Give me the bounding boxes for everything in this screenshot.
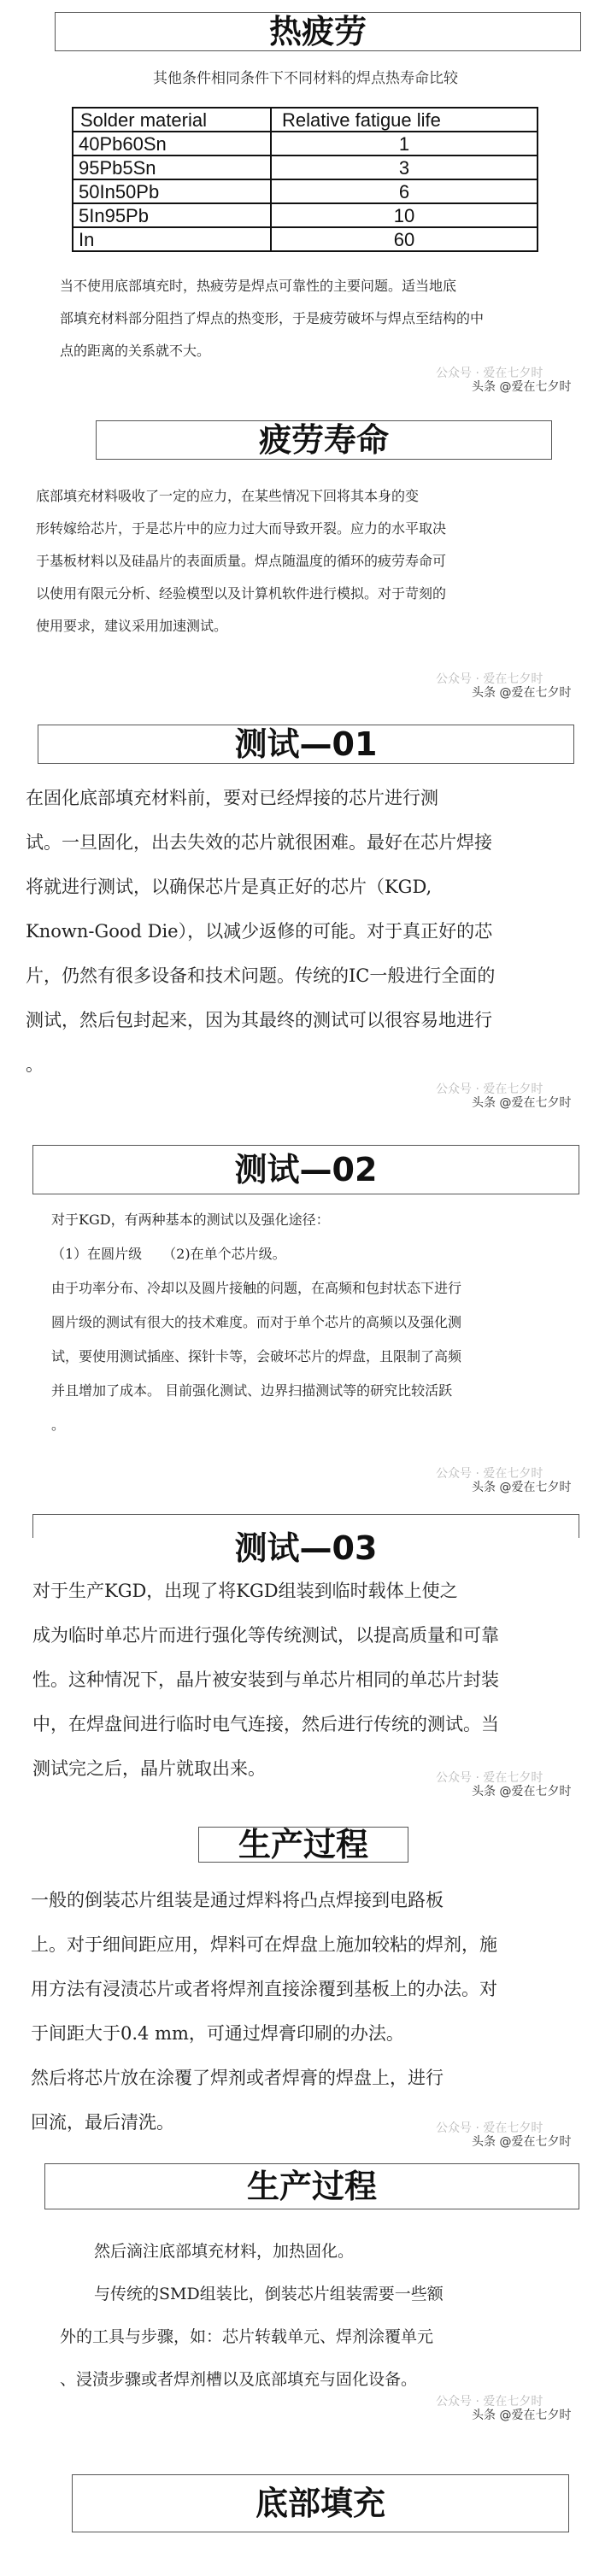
paragraph: [51, 1203, 598, 1442]
watermark-gzh: 公众号 · 爱在七夕时: [436, 2395, 543, 2409]
text-line: 性。这种情况下，晶片被安装到与单芯片相同的单芯片封装: [32, 1669, 499, 1690]
watermark-toutiao: 头条 @爱在七夕时: [472, 686, 572, 700]
table-row: [73, 155, 538, 179]
text-line: 用方法有浸渍芯片或者将焊剂直接涂覆到基板上的办法。对: [31, 1979, 497, 1999]
text-line: 。: [51, 1417, 66, 1433]
table-row: [73, 179, 538, 203]
table-cell: 50In50Pb: [73, 179, 271, 203]
text-line: 。: [26, 1054, 44, 1075]
table-header-cell: Solder material: [73, 108, 271, 132]
text-line: 在固化底部填充材料前，要对已经焊接的芯片进行测: [26, 788, 438, 808]
table-cell: 3: [271, 155, 538, 179]
section-title: 疲劳寿命: [96, 420, 552, 460]
text-line: 、浸渍步骤或者焊剂槽以及底部填充与固化设备。: [60, 2370, 418, 2389]
paragraph: [32, 1569, 588, 1791]
watermark-toutiao: 头条 @爱在七夕时: [472, 1785, 572, 1799]
text-line: （1）在圆片级 （2)在单个芯片级。: [51, 1246, 286, 1262]
table-cell: 5In95Pb: [73, 203, 271, 227]
section-title: 测试—02: [32, 1145, 579, 1194]
text-line: 圆片级的测试有很大的技术难度。而对于单个芯片的高频以及强化测: [51, 1314, 462, 1330]
text-line: 当不使用底部填充时，热疲劳是焊点可靠性的主要问题。适当地底: [60, 278, 457, 294]
table-cell: 40Pb60Sn: [73, 132, 271, 155]
table-cell: 60: [271, 227, 538, 251]
paragraph: [36, 480, 591, 643]
text-line: 并且增加了成本。 目前强化测试、边界扫描测试等的研究比较活跃: [51, 1382, 453, 1399]
text-line: 将就进行测试，以确保芯片是真正好的芯片（KGD,: [26, 877, 432, 897]
text-line: 部填充材料部分阻挡了焊点的热变形，于是疲劳破坏与焊点至结构的中: [60, 310, 485, 326]
text-line: 底部填充材料吸收了一定的应力，在某些情况下回将其本身的变: [36, 488, 420, 504]
text-line: 片，仍然有很多设备和技术问题。传统的IC一般进行全面的: [26, 965, 496, 986]
table-cell: In: [73, 227, 271, 251]
text-line: 中，在焊盘间进行临时电气连接，然后进行传统的测试。当: [32, 1714, 499, 1734]
table-cell: 95Pb5Sn: [73, 155, 271, 179]
text-line: 由于功率分布、冷却以及圆片接触的问题，在高频和包封状态下进行: [51, 1280, 462, 1296]
text-line: 于间距大于0.4 mm，可通过焊膏印刷的办法。: [31, 2023, 404, 2044]
watermark-toutiao: 头条 @爱在七夕时: [472, 380, 572, 394]
section-title: 测试—03: [32, 1514, 579, 1538]
text-line: 测试完之后，晶片就取出来。: [32, 1758, 266, 1779]
text-line: 试，要使用测试插座、探针卡等，会破坏芯片的焊盘，且限制了高频: [51, 1348, 462, 1364]
fatigue-life-table: [72, 107, 538, 252]
text-line: 试。一旦固化，出去失效的芯片就很困难。最好在芯片焊接: [26, 832, 492, 853]
text-line: Known-Good Die），以减少返修的可能。对于真正好的芯: [26, 921, 493, 942]
text-line: 以使用有限元分析、经验模型以及计算机软件进行模拟。对于苛刻的: [36, 585, 447, 601]
paragraph: [26, 776, 590, 1087]
section-title: 热疲劳: [55, 12, 581, 51]
text-line: 成为临时单芯片而进行强化等传统测试，以提高质量和可靠: [32, 1625, 499, 1646]
table-row: [73, 132, 538, 155]
text-line: 一般的倒装芯片组装是通过焊料将凸点焊接到电路板: [31, 1890, 444, 1910]
text-line: 对于KGD，有两种基本的测试以及强化途径：: [51, 1212, 330, 1228]
watermark-gzh: 公众号 · 爱在七夕时: [436, 2121, 543, 2135]
text-line: 然后将芯片放在涂覆了焊剂或者焊膏的焊盘上，进行: [31, 2068, 444, 2088]
text-line: 对于生产KGD，出现了将KGD组装到临时载体上使之: [32, 1581, 458, 1601]
section-title: 底部填充: [72, 2474, 569, 2532]
table-cell: 6: [271, 179, 538, 203]
watermark-gzh: 公众号 · 爱在七夕时: [436, 1771, 543, 1785]
watermark-gzh: 公众号 · 爱在七夕时: [436, 1083, 543, 1096]
table-caption: 其他条件相同条件下不同材料的焊点热寿命比较: [153, 70, 458, 87]
text-line: 测试，然后包封起来，因为其最终的测试可以很容易地进行: [26, 1010, 492, 1030]
table-header-cell: Relative fatigue life: [271, 108, 538, 132]
table-row: [73, 227, 538, 251]
watermark-toutiao: 头条 @爱在七夕时: [472, 1481, 572, 1494]
watermark-gzh: 公众号 · 爱在七夕时: [436, 367, 543, 380]
section-title: 测试—01: [38, 725, 574, 764]
text-line: 与传统的SMD组装比，倒装芯片组装需要一些额: [94, 2285, 444, 2303]
paragraph: [43, 2230, 590, 2401]
table-cell: 10: [271, 203, 538, 227]
text-line: 于基板材料以及硅晶片的表面质量。焊点随温度的循环的疲劳寿命可: [36, 553, 447, 569]
paragraph: [31, 1878, 586, 2145]
text-line: 然后滴注底部填充材料，加热固化。: [94, 2242, 355, 2261]
section-title: 生产过程: [44, 2163, 579, 2209]
watermark-toutiao: 头条 @爱在七夕时: [472, 2409, 572, 2422]
watermark-toutiao: 头条 @爱在七夕时: [472, 2135, 572, 2149]
watermark-gzh: 公众号 · 爱在七夕时: [436, 1467, 543, 1481]
text-line: 回流，最后清洗。: [31, 2112, 174, 2133]
text-line: 外的工具与步骤，如：芯片转载单元、焊剂涂覆单元: [60, 2327, 434, 2346]
watermark-gzh: 公众号 · 爱在七夕时: [436, 672, 543, 686]
text-line: 形转嫁给芯片，于是芯片中的应力过大而导致开裂。应力的水平取决: [36, 520, 447, 537]
section-title: 生产过程: [198, 1827, 408, 1863]
text-line: 使用要求，建议采用加速测试。: [36, 618, 228, 634]
table-row: [73, 203, 538, 227]
watermark-toutiao: 头条 @爱在七夕时: [472, 1096, 572, 1110]
table-header-row: [73, 108, 538, 132]
text-line: 上。对于细间距应用，焊料可在焊盘上施加较粘的焊剂，施: [31, 1934, 497, 1955]
table-cell: 1: [271, 132, 538, 155]
text-line: 点的距离的关系就不大。: [60, 343, 211, 359]
paragraph: [60, 270, 573, 367]
